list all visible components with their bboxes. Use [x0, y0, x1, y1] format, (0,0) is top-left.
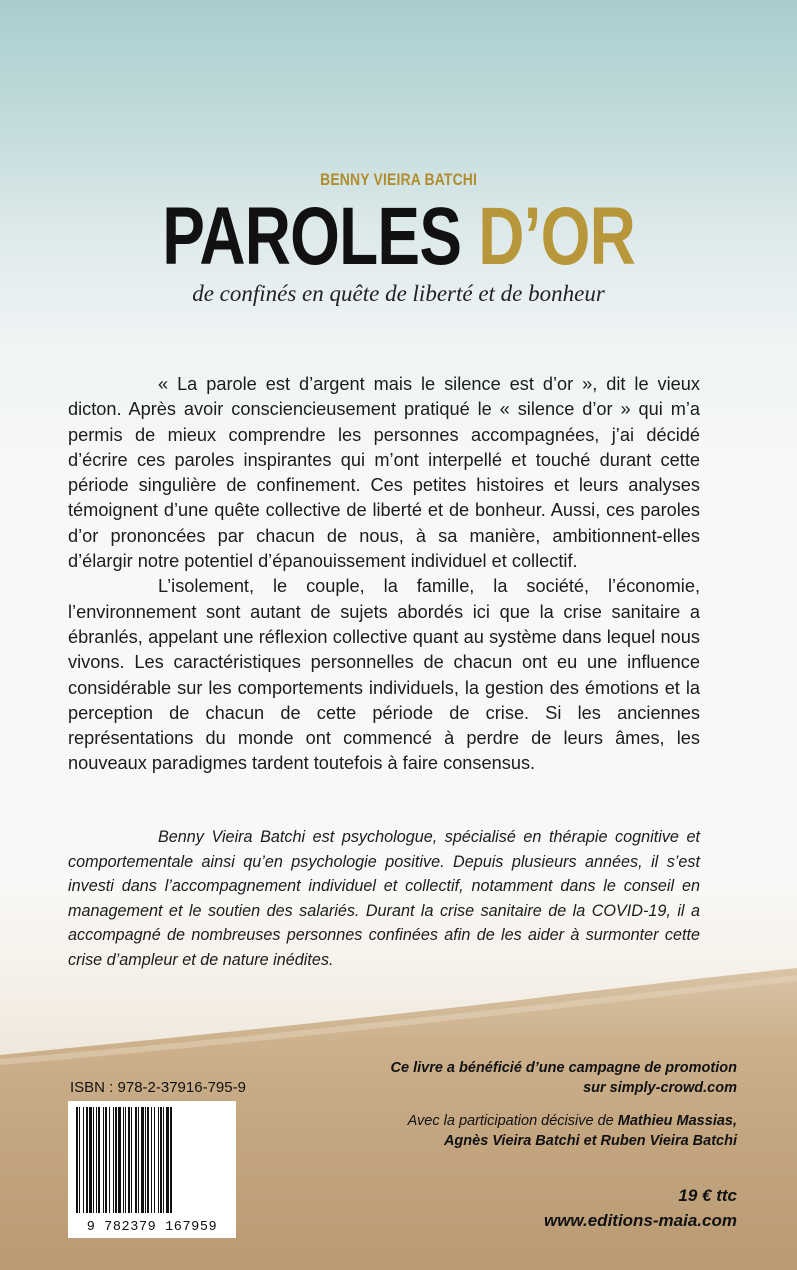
barcode-bar — [135, 1107, 137, 1213]
barcode-bar — [89, 1107, 92, 1213]
price-block — [544, 1183, 737, 1233]
barcode — [68, 1101, 236, 1238]
barcode-bar — [131, 1107, 132, 1213]
barcode-bar — [93, 1107, 94, 1213]
barcode-bar — [123, 1107, 124, 1213]
barcode-bar — [138, 1107, 139, 1213]
barcode-bar — [83, 1107, 84, 1213]
barcode-bar — [103, 1107, 104, 1213]
author-bio-text: Benny Vieira Batchi est psychologue, spécialisé en thérapie cognitive et comportementale ainsi qu’en psychologie positive. Depuis plusieurs années, il s’est investi dans l’accompagnement individuel et collectif, notamment dans le conseil en management et le soutien des salariés. Durant la crise sanitaire de la COVID-19, il a accompagné de nombreuses personnes confinées afin de les aider à surmonter cette crise d’ampleur et de nature inédites. — [68, 828, 700, 969]
barcode-bar — [96, 1107, 97, 1213]
barcode-bar — [98, 1107, 100, 1213]
barcode-bar — [170, 1107, 172, 1213]
author-bio — [68, 825, 700, 972]
barcode-bar — [109, 1107, 110, 1213]
barcode-bar — [125, 1107, 126, 1213]
participant-names-2: Agnès Vieira Batchi et Ruben Vieira Batchi — [443, 1133, 737, 1149]
promo-line-2: sur simply-crowd.com — [583, 1080, 737, 1096]
price: 19 € ttc — [678, 1186, 737, 1205]
promo-note — [391, 1058, 737, 1098]
barcode-bar — [147, 1107, 149, 1213]
participant-name-1: Mathieu Massias, — [617, 1113, 737, 1129]
barcode-bar — [145, 1107, 146, 1213]
participation-note — [408, 1111, 737, 1151]
isbn-label: ISBN : 978-2-37916-795-9 — [70, 1079, 246, 1096]
barcode-bar — [160, 1107, 162, 1213]
participation-prefix: Avec la participation décisive de — [407, 1113, 618, 1129]
barcode-bars — [68, 1101, 236, 1221]
barcode-bar — [113, 1107, 114, 1213]
barcode-bar — [158, 1107, 159, 1213]
barcode-bar — [154, 1107, 155, 1213]
barcode-digits: 9 782379 167959 — [68, 1220, 236, 1236]
blurb-text — [68, 372, 700, 777]
barcode-bar — [163, 1107, 164, 1213]
barcode-bar — [166, 1107, 169, 1213]
title-part-dor: D’OR — [478, 191, 635, 282]
blurb-paragraph-2: L’isolement, le couple, la famille, la société, l’économie, l’environnement sont autant de sujets abordés ici que la crise sanitaire a ébranlés, appelant une réflexion collective quant au système dans lequel nous vivons. Les caractéristiques personnelles de chacun ont eu une influence considérable sur les comportements individuels, la gestion des émotions et la perception de chacun de cette période de crise. Si les anciennes représentations du monde ont commencé à perdre de leurs âmes, les nouveaux paradigmes tardent toutefois à faire consensus. — [68, 576, 700, 774]
barcode-bar — [76, 1107, 78, 1213]
promo-line-1: Ce livre a bénéficié d’une campagne de promotion — [390, 1060, 737, 1076]
title-part-paroles: PAROLES — [162, 191, 462, 282]
barcode-bar — [151, 1107, 152, 1213]
barcode-bar — [118, 1107, 121, 1213]
barcode-bar — [105, 1107, 107, 1213]
barcode-bar — [115, 1107, 117, 1213]
blurb-paragraph-1: « La parole est d’argent mais le silence est d’or », dit le vieux dicton. Après avoir consciencieusement pratiqué le « silence d’or » qui m’a permis de mieux comprendre les personnes accompagnées, j’ai décidé d’écrire ces paroles inspirantes qui m’ont interpellé et touché durant cette période singulière de confinement. Ces petites histoires et leurs analyses témoignent d’une quête collective de liberté et de bonheur. Aussi, ces paroles d’or prononcées par chacun de nous, à sa manière, ambitionnent-elles d’élargir notre potentiel d’épanouissement individuel et collectif. — [68, 374, 700, 572]
author-name: BENNY VIEIRA BATCHI — [320, 170, 478, 189]
barcode-bar — [128, 1107, 130, 1213]
book-title — [88, 192, 710, 282]
barcode-bar — [141, 1107, 144, 1213]
publisher-website: www.editions-maia.com — [543, 1211, 737, 1230]
barcode-bar — [79, 1107, 80, 1213]
book-subtitle: de confinés en quête de liberté et de bonheur — [192, 281, 605, 306]
barcode-bar — [86, 1107, 88, 1213]
